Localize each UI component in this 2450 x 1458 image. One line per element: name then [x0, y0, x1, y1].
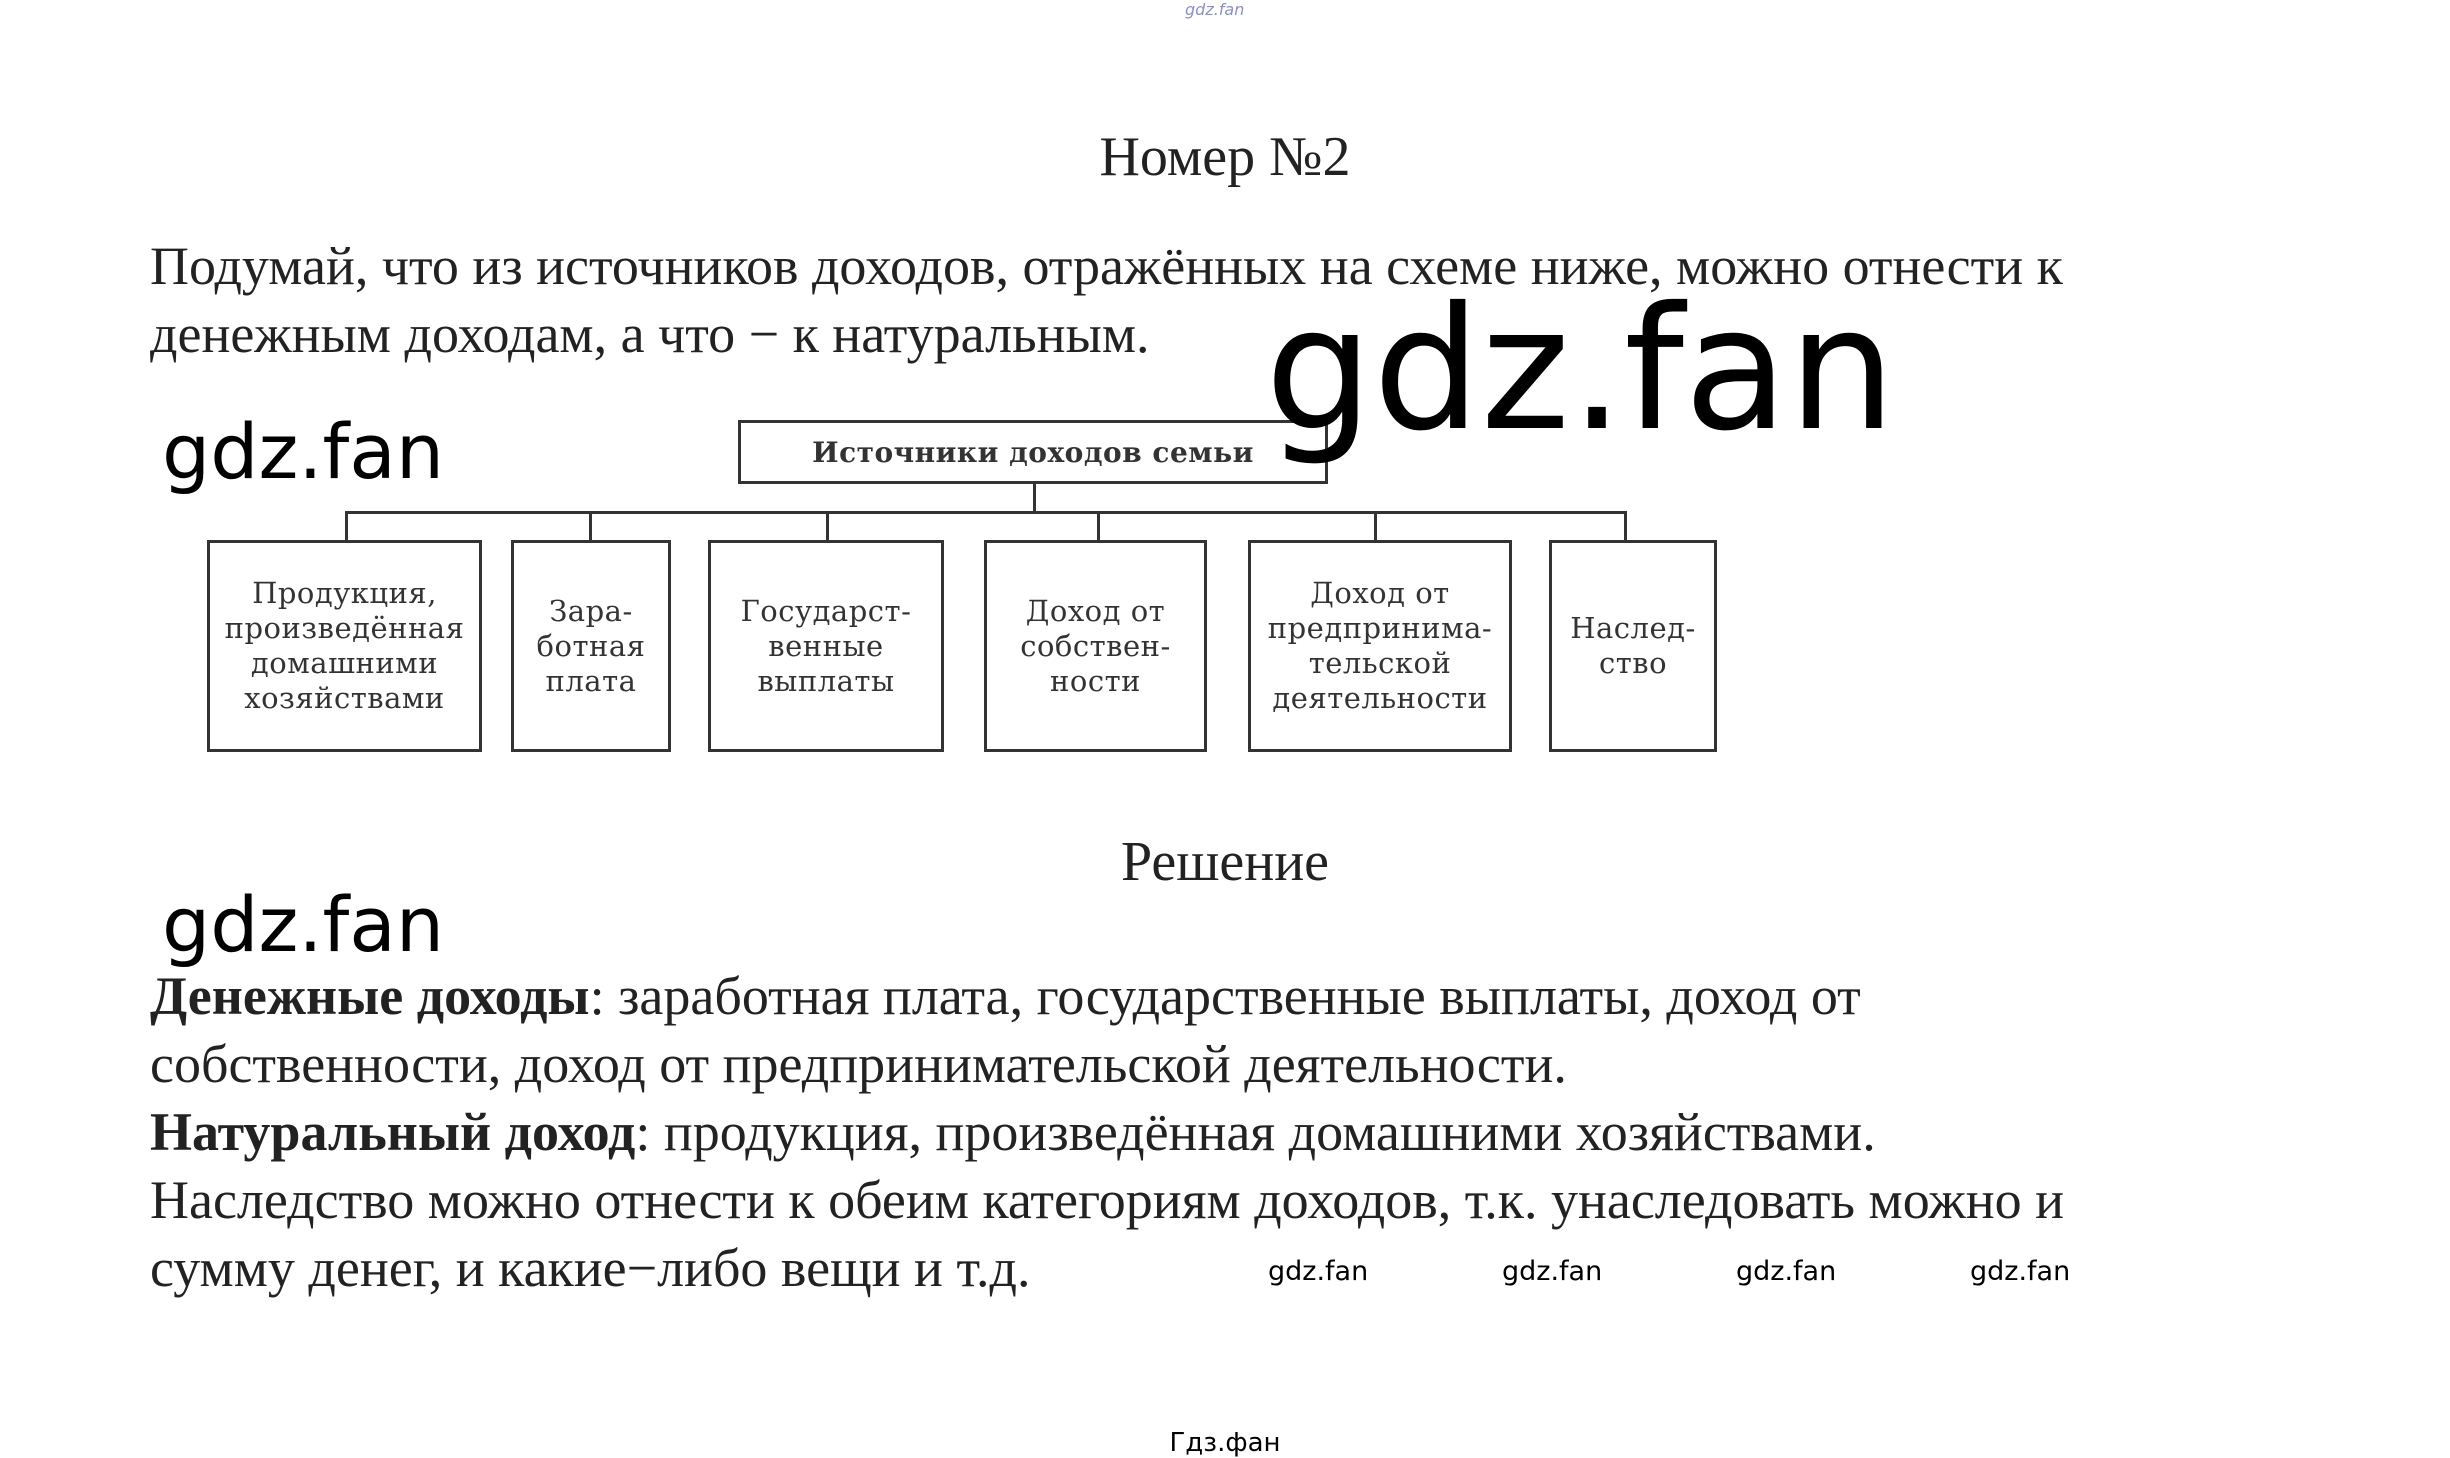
watermark-medium-top: gdz.fan: [162, 407, 445, 496]
answer-inheritance-line-2: сумму денег, и какие−либо вещи и т.д.: [150, 1238, 1031, 1298]
diagram-item-label: Доход от предпринима- тельской деятельности: [1267, 576, 1493, 715]
diagram-item-business-income: [1248, 540, 1512, 752]
task-text: [150, 232, 2310, 368]
answer-inheritance-line-1: Наследство можно отнести к обеим категориям доходов, т.к. унаследовать можно и: [150, 1170, 2064, 1230]
connector-4: [1097, 511, 1100, 541]
solution-heading: Решение: [1120, 831, 1330, 893]
connector-1: [345, 511, 348, 541]
money-income-text: : заработная плата, государственные выплаты, доход от: [589, 966, 1861, 1026]
diagram-root-label: Источники доходов семьи: [812, 435, 1254, 469]
diagram-item-label: Наслед- ство: [1570, 611, 1696, 680]
bottom-watermark: Гдз.фан: [1169, 1428, 1281, 1458]
answer-natural-line: [150, 1098, 2310, 1166]
watermark-medium-bottom: gdz.fan: [162, 880, 445, 969]
watermark-small: gdz.fan: [1268, 1256, 1369, 1287]
diagram-item-label: Государст- венные выплаты: [740, 593, 912, 698]
connector-3: [826, 511, 829, 541]
diagram-item-property-income: [984, 540, 1207, 752]
top-watermark: gdz.fan: [1185, 0, 1245, 19]
watermark-small: gdz.fan: [1502, 1256, 1603, 1287]
diagram-item-state-payments: [708, 540, 944, 752]
task-line-1: Подумай, что из источников доходов, отражённых на схеме ниже, можно отнести к: [150, 236, 2063, 296]
connector-horizontal: [345, 511, 1627, 514]
diagram-item-label: Зара- ботная плата: [536, 593, 646, 698]
natural-income-text: : продукция, произведённая домашними хозяйствами.: [635, 1102, 1876, 1162]
watermark-large: gdz.fan: [1265, 271, 1896, 469]
diagram-item-inheritance: [1549, 540, 1717, 752]
connector-5: [1374, 511, 1377, 541]
natural-income-label: Натуральный доход: [150, 1102, 636, 1162]
connector-6: [1624, 511, 1627, 541]
money-income-label: Денежные доходы: [150, 966, 590, 1026]
diagram-item-household-products: [207, 540, 482, 752]
answer-text: [150, 962, 2310, 1302]
watermark-small: gdz.fan: [1736, 1256, 1837, 1287]
task-line-2: денежным доходам, а что − к натуральным.: [150, 304, 1150, 364]
page-title: Номер №2: [1099, 126, 1351, 188]
connector-2: [589, 511, 592, 541]
watermark-small: gdz.fan: [1970, 1256, 2071, 1287]
answer-money-line: [150, 962, 2310, 1030]
diagram-root-box: [738, 420, 1328, 484]
diagram-item-label: Доход от собствен- ности: [1020, 593, 1171, 698]
diagram-item-label: Продукция, произведённая домашними хозяйствами: [224, 576, 465, 715]
answer-money-line-2: собственности, доход от предпринимательской деятельности.: [150, 1034, 1567, 1094]
connector-root-stem: [1033, 484, 1036, 513]
diagram-item-salary: [511, 540, 671, 752]
